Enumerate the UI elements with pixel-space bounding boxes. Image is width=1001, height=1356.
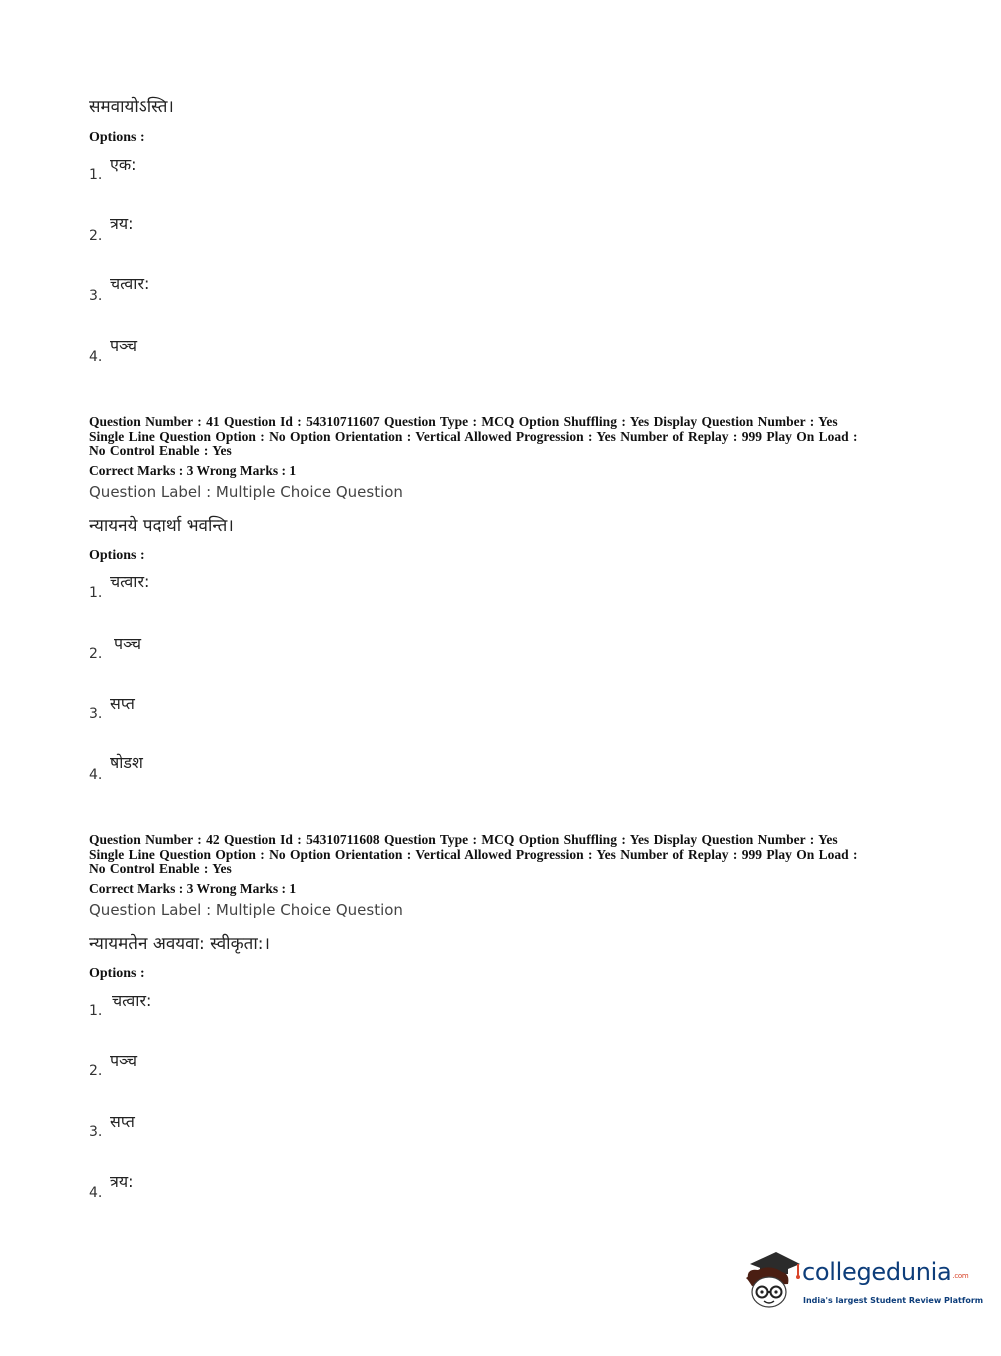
option-text: त्रय: <box>110 214 134 233</box>
option-number: 3. <box>89 288 103 304</box>
option-number: 1. <box>89 167 103 183</box>
option-number: 1. <box>89 585 103 601</box>
option-text: त्रय: <box>110 1172 134 1191</box>
options-label: Options : <box>89 130 145 145</box>
options-label: Options : <box>89 548 145 563</box>
option-text: एक: <box>110 155 137 174</box>
option-text: चत्वार: <box>110 572 150 591</box>
student-mascot-icon <box>742 1250 802 1312</box>
logo-wordmark-text: collegedunia <box>802 1258 952 1286</box>
collegedunia-logo[interactable] <box>742 1250 984 1312</box>
meta-line: Single Line Question Option : No Option Orientation : Vertical Allowed Progression : Yes Number of Replay : 999 Play On Load : <box>89 846 858 862</box>
meta-line: No Control Enable : Yes <box>89 443 232 458</box>
option-number: 2. <box>89 1063 103 1079</box>
question-41-marks: Correct Marks : 3 Wrong Marks : 1 <box>89 463 297 478</box>
option-text: पञ्च <box>110 336 138 355</box>
option-text: चत्वार: <box>110 274 150 293</box>
question-42-marks: Correct Marks : 3 Wrong Marks : 1 <box>89 881 297 896</box>
question-42-label: Question Label : Multiple Choice Question <box>89 901 403 919</box>
option-text: षोडश <box>110 753 143 772</box>
option-number: 4. <box>89 349 103 365</box>
option-number: 3. <box>89 706 103 722</box>
logo-suffix: .com <box>952 1272 969 1280</box>
option-number: 4. <box>89 1185 103 1201</box>
option-text: सप्त <box>110 694 135 713</box>
option-number: 1. <box>89 1003 103 1019</box>
option-number: 3. <box>89 1124 103 1140</box>
meta-line: Question Number : 41 Question Id : 54310711607 Question Type : MCQ Option Shuffling : Yes Display Question Number : Yes <box>89 414 838 429</box>
meta-line: No Control Enable : Yes <box>89 861 232 876</box>
question-41-meta <box>89 415 914 459</box>
logo-wordmark <box>802 1258 968 1286</box>
options-label: Options : <box>89 966 145 981</box>
meta-line: Question Number : 42 Question Id : 54310711608 Question Type : MCQ Option Shuffling : Yes Display Question Number : Yes <box>89 832 838 847</box>
question-41-label: Question Label : Multiple Choice Question <box>89 483 403 501</box>
question-40-text: समवायोऽस्ति। <box>89 97 174 117</box>
option-text: पञ्च <box>110 1051 138 1070</box>
question-42-meta <box>89 833 914 877</box>
logo-tagline: India's largest Student Review Platform <box>803 1296 984 1305</box>
option-text: पञ्च <box>114 634 142 653</box>
option-text: चत्वार: <box>112 991 152 1010</box>
option-number: 2. <box>89 646 103 662</box>
option-number: 4. <box>89 767 103 783</box>
option-text: सप्त <box>110 1112 135 1131</box>
meta-line: Single Line Question Option : No Option Orientation : Vertical Allowed Progression : Yes Number of Replay : 999 Play On Load : <box>89 428 858 444</box>
question-42-text: न्यायमतेन अवयवा: स्वीकृता:। <box>89 934 270 954</box>
option-number: 2. <box>89 228 103 244</box>
question-41-text: न्यायनये पदार्था भवन्ति। <box>89 516 234 536</box>
